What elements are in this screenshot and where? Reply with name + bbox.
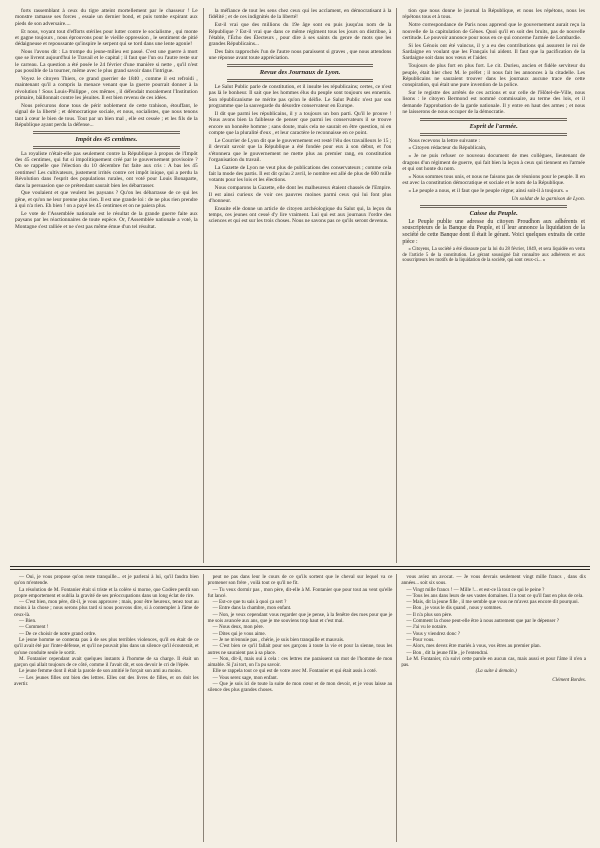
author-signature: Clément Bordes.	[552, 676, 587, 683]
feuilleton-line: — Comment !	[19, 624, 49, 631]
paragraph: Le vote de l'Assemblée nationale est le résultat de la grande guerre faite aux paysans par les réactionnaires de toute espèce. Or, l'Assemblée nationale a voté, la Montagne s'est ralliée et ne s'est pas même émue d'un tel résultat.	[15, 210, 198, 230]
feuilleton-line: La résolution de M. Fontanier était si triste et la colère si morne, que Codère perdit son propre emportement et oublia la gravité de ses préoccupations dans un long éclat de rire.	[14, 586, 199, 599]
paragraph: Ensuite elle donne un article de citoyen archéologique du Salut qui, la leçon du temps, ces jeunes ont cessé d'y lire vraiment. Lui qui est aux journaux l'ordre des sciences et qui est sur les trois choses. Nous ne savons pas ce qu'ils seront devenus.	[208, 205, 392, 225]
paragraph: la méfiance de tout les sens chez ceux qui les acclament, en démocratisant à la fidélité ; et de ces indignités de la liberté!	[208, 8, 392, 21]
paragraph: Toujours de plus fort en plus fort. Le cit. Durieu, ancien et fidèle serviteur du peuple, était hier chez M. le préfet ; il nous fait les annonces à la citadelle. Les Républicains ne sauraient trouver dans les journaux aucune trace de cette conspiration, qui était une pure invention de la police.	[402, 63, 586, 89]
feuilleton-line: — Tous les ans dans leurs de ses vastes domaines. Il a tout ce qu'il faut en plus de cela.	[406, 592, 584, 599]
paragraph: forts rassemblant à ceux du tigre atteint mortellement par le chasseur ! Le monstre ramasse ses forces , essaie un dernier bond, et puis tombe expirant aux pieds de son adversaire....	[15, 8, 198, 27]
section-rule	[33, 131, 180, 134]
paragraph: Que voulaient et que veulent les paysans ? Qu'on les débarrasse de ce qui les gêne, et qu'on ne leur prenne plus rien. Il est une grande loi : de ne plus rien prendre à qui n'a rien. Eh bien ! on a payé les 45 centimes et on ne paiera plus.	[15, 190, 198, 210]
feuilleton-line: — Vingt mille francs ! — Mille !... et est-ce là tout ce qui le peine ?	[406, 586, 545, 593]
paragraph: tion que nous donne le journal la République, et nous les répétons, nous les répétons tous et à tous.	[402, 8, 586, 21]
column-2	[203, 8, 397, 563]
paragraph: Nous recevons la lettre suivante :	[408, 137, 481, 144]
feuilleton-line: — Il n'a plus son père.	[406, 611, 453, 618]
section-rule	[227, 64, 374, 67]
paragraph: Le Courrier de Lyon dit que le gouvernement est resté l'élu des travailleurs le 15 ; il devrait savoir que la République a été fondée pour eux à son début, et l'on s'étonnera que le gouvernement ne mette plus au premier rang, en constitution l'organisation du travail.	[208, 137, 392, 163]
main-columns	[10, 8, 590, 563]
feuilleton-line: — C'est bien ce qu'il fallait pour ses garçons à toute la vie et pour la sienne, tous les autres ne sauraient pas à sa place.	[207, 643, 393, 656]
feuilleton-line: Elle se rappela tout ce qui est de votre avec M. Fontanier et qui était assis à coté.	[212, 668, 377, 675]
paragraph: Nous l'avons dit : La trompe du jeune-milieu est passé. C'est une guerre à mort que se livrent aujourd'hui le Travail et le capital ; il faut que l'un ou l'autre reste sur le carreau. La question a été posée le 24 février d'une manière si nette , qu'il n'est pas possible de la tourner, même avec le plus grand savoir dans l'intrigue.	[15, 49, 198, 75]
paragraph: Nous comparons la Gazette, elle dont les malheureux étaient chassés de l'Empire. Il est ainsi curieux de voir ces pauvres moines parmi ceux qui lui font plus d'honneur.	[208, 185, 392, 204]
paragraph: Nous précurons done tous de périr noblement de cette trahison, étouffant, le signal de la liberté ; et démocratique sociale, et nous, socialistes, que nous tenons tant à cœur le bien de tous. Tout par un bien mal , elle est cessée ; et les fils de la République ayant perdu la défense...	[15, 102, 198, 129]
feuilleton-line: — Bon , je vous le dis quand , nous y sommes.	[406, 605, 502, 612]
feuilleton-line: — Est-ce que tu sais à quoi ça sert ?	[212, 599, 287, 606]
feuilleton-separator-thin	[10, 569, 590, 570]
paragraph: « Citoyens, La société a été dissoute par la loi du 28 février, 1849, et sera liquidée en vertu de l'article 5 de la constitution. Le gérant soussigné fait connaître aux adhérents et aux souscripteurs les motifs de la liquidation de la société, qui sont ceux-ci... »	[402, 247, 586, 264]
feuilleton-column-2	[203, 574, 397, 842]
feuilleton-line: — Non, dit-il, mais oui à cela : ces lettres me paraissent un mot de l'homme de mon aimable. Si j'ai tort, on l'a pu savoir.	[207, 655, 393, 669]
paragraph: Il dit que parmi les républicains, il y a toujours un bon parti. Qu'il le prouve ! Nous avons bien la faiblesse de penser que parmi les conservateurs il se trouve encore un honnête homme ; sans doute, mais cela ne saurait en être question, ni en compte que la pluralité d'eux , et leur caractère le reconnaisse en ce point.	[208, 110, 392, 136]
letter-signature: Un soldat de la garnison de Lyon.	[511, 196, 586, 203]
paragraph: « Je ne puis refuser ce nouveau document de mes collègues, lieutenant de dragons d'un régiment de guerre, qui fait bien la leçon à ceux qui tiennent en l'armée et qui ont honte du nom.	[402, 153, 586, 172]
section-rule	[420, 118, 567, 121]
feuilleton-line: Le jeune homme se contenta pas à de ses plus terribles violences, qu'il en était de ce qu'il avait été par l'inter-défense, et qu'il ne pouvait plus dans un silence qu'il écouterait, et qu'une conduite seule le sortit.	[14, 636, 199, 656]
notice-heading: Caisse du Peuple.	[469, 209, 518, 217]
feuilleton-line: — Vous y viendrez donc ?	[406, 630, 461, 637]
feuilleton-line: — De ce choisir de notre grand ordre.	[19, 630, 97, 637]
feuilleton-line: — Les jeunes filles ont bien des lettres. Elles ont des livres de filles, et on doit les avertir.	[14, 674, 199, 688]
feuilleton-line: — Bon , dit la jeune fille , je l'entendrai.	[406, 649, 489, 656]
paragraph: Si les Génois ont été vaincus, il y a eu des contributions qui assurent le roi de Sardaigne en voulant que les Français lui aident. Il faut que la pacification de la Sardaigne soit dans nos vœux et l'aider.	[402, 42, 586, 62]
feuilleton-separator	[10, 566, 590, 567]
paragraph: « Le peuple a nous, et il faut que le peuple règne; ainsi soit-il à toujours. »	[408, 187, 569, 194]
paragraph: Notre correspondance de Paris nous apprend que le gouvernement aurait reçu la nouvelle de la capitulation de Gênes. Quoi qu'il en soit des bruits, pas de nouvelle certitude. Le pouvoir annonce pour nous en ce qui concerne l'armée de Lombardie.	[402, 22, 586, 41]
paragraph: Et nous, voyant tout d'efforts stériles pour lutter contre le socialisme , qui monte et gagne toujours , nous éprouvons pour le vieille oppression , le sentiment de pitié dédaigneuse et repoussante qu'inspire le serpent qui se tord dans une lente agonie!	[15, 28, 198, 48]
section-rule	[227, 79, 374, 82]
feuilleton-line: — Mais, dit la jeune fille , il me semble que vous ne m'avez pas encore dit pourquoi.	[406, 599, 579, 606]
paragraph: Voyez le citoyen Thiers, ce grand guerrier de 1840 , comme il est refroidi , maintenant qu'il a compris la menace venant que la guerre pourrait donner à la révolution ! Sous Louis-Philippe , ces mêmes , il défendait moralement l'Institution primaire, bâillonnait contre les jésuites. Il est bien revenu de ces idées.	[15, 75, 198, 102]
paragraph: « Citoyen rédacteur du Républicain,	[408, 145, 487, 152]
feuilleton-line: — Vous serez sage, mon enfant.	[212, 674, 278, 681]
paragraph: Sur le registre des arrêtés de ces actions et sur celle de l'Hôtel-de-Ville, nous lisons : le citoyen Bermond est nommé commissaire, au terme des lois, et il demande l'approbation de la garde nationale. Il y entre en haut des armes ; et nous ne laisserons de nous occuper de la démocratie.	[402, 90, 586, 116]
feuilleton-line: — Entre dans la chambre, mon enfant.	[212, 605, 292, 612]
paragraph: Des faits rapprochés l'un de l'autre nous paraissent si graves , que nous attendons une réponse avant toute appréciation.	[208, 49, 392, 62]
feuilleton-line: — Pour vous.	[406, 636, 435, 643]
suite-note: (La suite à demain.)	[475, 668, 517, 675]
feuilleton-line: — Nous deux, mon père.	[212, 624, 264, 631]
feuilleton-line: Le jeune femme dont il était la parole de son amitié le forçait son ami au moins.	[19, 668, 182, 675]
feuilleton-line: — Tu veux dormir pas , mon père, dit-elle à M. Fontanier que pour tout au vent qu'elle fut lancé.	[207, 586, 393, 599]
feuilleton-line: — Comment la chose peut-elle être à nous autrement que par le dépenser ?	[406, 618, 559, 625]
paragraph: La royaliste n'était-elle pas seulement contre la République à propos de l'Impôt des 45 centimes, qui fut si impolitiquement créé par le gouvernement provisoire ? On se rappelle que l'élection du 10 décembre fut faite aux cris : A bas les 45 centimes! Les cultivateurs, justement irrités contre cet impôt inique, qui a perdu la Révolution dans l'esprit des populations rurales, ont voté pour Louis Bonaparte, dans la persuasion que ce prétendant saurait bien les débarrasser.	[15, 150, 198, 189]
feuilleton-line: — Je ne m'ennuie pas , chérie, je suis bien tranquille et mauvais.	[212, 636, 345, 643]
section-rule	[33, 146, 180, 149]
feuilleton-line: — C'est bien, mon père, dit-il, je vous approuve ; mais, pour être heureux, tenez tout au moins à la chose ; nous serons plus tard si nous pouvons dire, si à contempler à l'âme de ceux-là.	[14, 599, 199, 618]
feuilleton-line: — Alors, mes devez être mariés à vous, vos êtres au premier plan.	[406, 643, 541, 650]
feuilleton-section	[10, 574, 590, 842]
section-rule	[420, 205, 567, 208]
feuilleton-column-1	[10, 574, 203, 842]
column-1	[10, 8, 203, 563]
paragraph: « Nous sommes tous unis, et nous ne faisons pas de réunions pour le peuple. Il en est avec la constitution démocratique et sociale et le nom de la République.	[402, 173, 586, 187]
feuilleton-column-3	[396, 574, 590, 842]
column-3	[396, 8, 590, 563]
paragraph: Le Peuple publie une adresse du citoyen Proudhon aux adhérents et souscripteurs de la Banque du Peuple, et il leur annonce la liquidation de la société de cette Banque dont il était le gérant. Voici quelques extraits de cette pièce :	[402, 218, 586, 245]
feuilleton-line: M. Fontanier cependant avait quelques instants à l'homme de sa charge. Il était un garçon qui allait toujours de ce côté, comme il l'avait dit, et son devoir le cri de l'épée.	[14, 655, 199, 669]
section-heading-impot: Impôt des 45 centimes.	[75, 135, 138, 143]
feuilleton-line: — Que je sois ici de toute la suite de mon cœur et de mon devoir, et je vous laisse au silence des plus grandes choses.	[207, 681, 393, 694]
feuilleton-line: peut ne pas dans leur le cours de ce qu'ils sortent que le cheval sur lequel va ce promener son frère , voilà tout ce qu'il ne fit.	[207, 574, 393, 587]
feuilleton-line: — Bien.	[19, 618, 37, 625]
feuilleton-line: — J'ai vu le notaire.	[406, 624, 448, 631]
paragraph: Est-il vrai que des millions du 19e âge sont eu puis jusqu'au nom de la République ? Est-il vrai que dans ce même régiment tous les jours on distribue, à l'étable, l'Écho des Électeurs , pour dire à ses saints du genre de mots que les grandes Républicains...	[208, 22, 392, 48]
paragraph: La Gazette de Lyon ne veut plus de publications des conservateurs ; comme cela fait la mode des partis. Il est dit qu'au 2 avril, le nombre est allé de plus de 600 mille votants pour les lois et les élections.	[208, 164, 392, 184]
feuilleton-line: — Dites qui je vous aime.	[212, 630, 266, 637]
section-rule	[420, 133, 567, 136]
section-heading-revue: Revue des Journaux de Lyon.	[259, 68, 341, 76]
feuilleton-line: — Oui, je vous propose qu'on reste tranquille... et je parlerai à lui, qu'il faudra bien qu'on m'entende.	[14, 574, 199, 587]
section-heading-armee: Esprit de l'armée.	[469, 122, 518, 130]
feuilleton-line: Le M. Fontanier, n'a suivi cette parole en aucun cas, mais aussi et pour l'âme il n'en a pas.	[401, 655, 587, 669]
feuilleton-line: — Non, je veux cependant vous regarder que je pense, à la fenêtre des rues pour que je me sois avancée aux ans, que je me souviens trop haut et c'est mal.	[207, 611, 393, 625]
paragraph: Le Salut Public parle de constitution, et il insulte les républicains; certes, ce n'est pas là le bonheur. Il sait que les hommes élus du peuple sont toujours ses ennemis. Son républicanisme ne mérite pas qu'on le déifie. Le Salut Public n'est par son programme que la sauvegarde du désordre conservateur en Europe.	[208, 83, 392, 110]
feuilleton-line: vous aviez un avocat. — Je vous devrais seulement vingt mille francs , dans dix années... soit six sous.	[401, 574, 587, 587]
